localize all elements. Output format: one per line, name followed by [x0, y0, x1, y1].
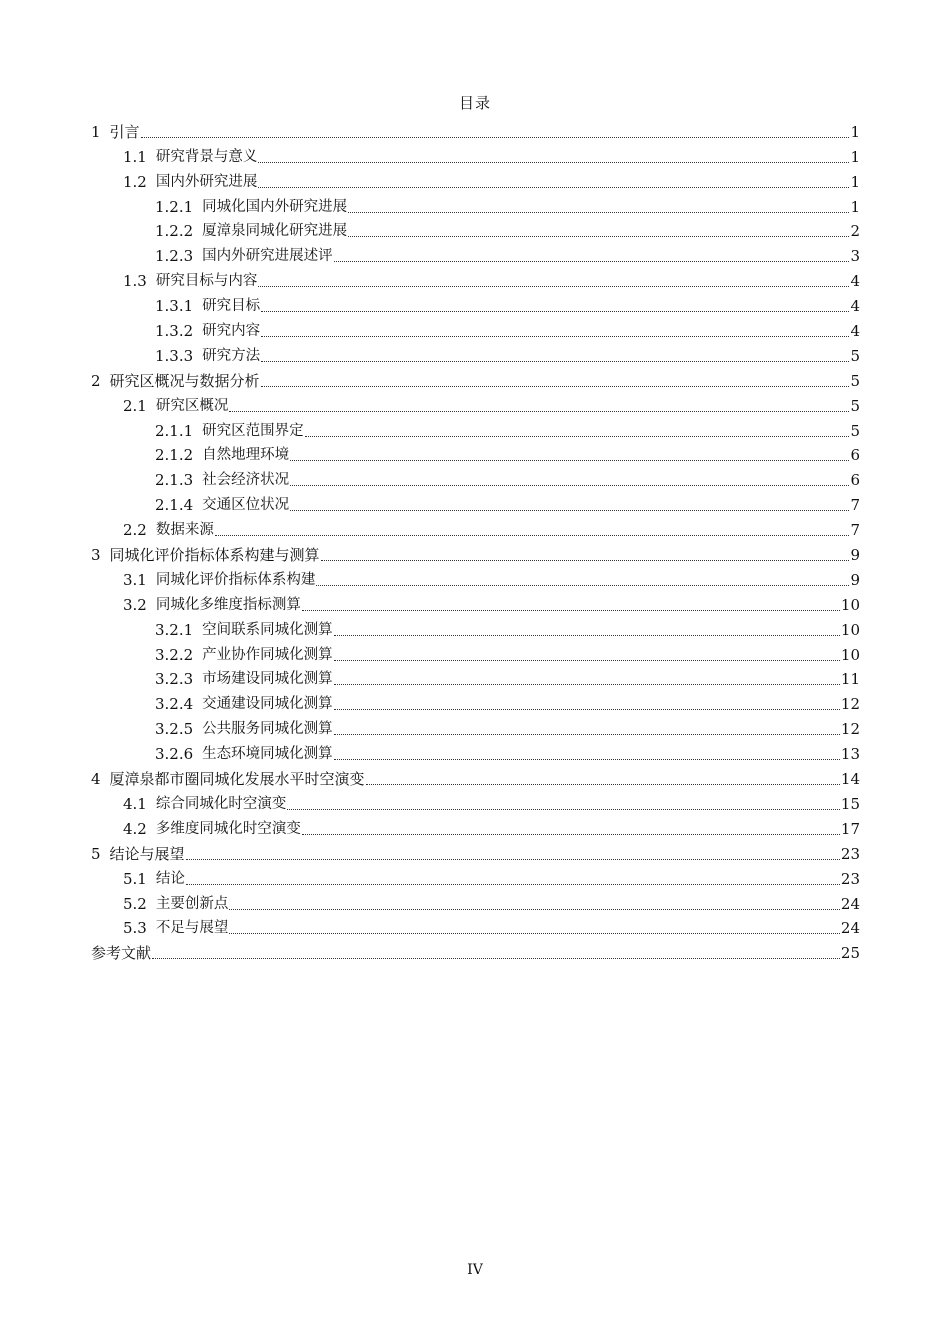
toc-dot-leader — [315, 570, 850, 590]
toc-entry[interactable] — [91, 565, 860, 590]
toc-entry-number: 2.1.4 — [155, 496, 194, 515]
toc-entry[interactable] — [91, 714, 860, 739]
toc-entry-page: 5 — [850, 371, 860, 390]
toc-entry-number: 3.2.5 — [155, 720, 194, 739]
toc-dot-leader — [333, 246, 851, 266]
toc-entry[interactable] — [91, 789, 860, 814]
toc-entry-label: 研究方法 — [202, 347, 261, 364]
toc-entry-label: 综合同城化时空演变 — [155, 795, 287, 812]
toc-entry-number: 5 — [91, 844, 101, 863]
toc-entry-label: 不足与展望 — [155, 920, 229, 937]
toc-entry-label: 社会经济状况 — [202, 472, 290, 489]
toc-dot-leader — [257, 147, 850, 167]
toc-entry-page: 2 — [850, 222, 860, 241]
toc-entry[interactable] — [91, 391, 860, 416]
toc-entry[interactable] — [91, 291, 860, 316]
toc-entry-number: 1 — [91, 122, 101, 141]
toc-entry[interactable] — [91, 465, 860, 490]
toc-entry-page: 25 — [840, 944, 860, 963]
toc-dot-leader — [301, 595, 841, 615]
toc-entry-number: 1.3.3 — [155, 346, 194, 365]
toc-dot-leader — [185, 844, 841, 864]
toc-entry-label: 研究目标与内容 — [155, 273, 258, 290]
toc-entry-number: 2.2 — [123, 521, 147, 540]
toc-entry-number: 1.3.1 — [155, 297, 194, 316]
toc-entry-page: 1 — [850, 147, 860, 166]
toc-entry-number: 3.1 — [123, 570, 147, 589]
toc-entry-number: 2 — [91, 371, 101, 390]
toc-dot-leader — [151, 943, 841, 963]
toc-entry-number: 3.2.4 — [155, 695, 194, 714]
toc-dot-leader — [365, 769, 841, 789]
toc-entry[interactable] — [91, 192, 860, 217]
toc-dot-leader — [333, 744, 841, 764]
toc-entry-page: 24 — [840, 894, 860, 913]
toc-dot-leader — [320, 545, 851, 565]
toc-dot-leader — [333, 694, 841, 714]
toc-entry-number: 2.1.1 — [155, 421, 194, 440]
toc-dot-leader — [347, 197, 850, 217]
toc-entry-page: 5 — [850, 421, 860, 440]
toc-entry-label: 参考文献 — [91, 944, 152, 963]
toc-dot-leader — [289, 445, 850, 465]
toc-entry-page: 4 — [850, 297, 860, 316]
toc-entry-label: 空间联系同城化测算 — [202, 621, 333, 638]
toc-entry[interactable] — [91, 689, 860, 714]
toc-entry-label: 数据来源 — [155, 522, 214, 539]
toc-entry[interactable] — [91, 665, 860, 690]
toc-dot-leader — [304, 421, 851, 441]
toc-entry[interactable] — [91, 764, 860, 789]
toc-entry-page: 7 — [850, 521, 860, 540]
toc-entry-page: 1 — [850, 122, 860, 141]
toc-entry-label: 研究区范围界定 — [202, 422, 304, 439]
toc-dot-leader — [140, 122, 851, 142]
toc-entry-number: 4.1 — [123, 794, 147, 813]
toc-entry[interactable] — [91, 341, 860, 366]
toc-entry-number: 1.2 — [123, 172, 147, 191]
toc-entry-label: 自然地理环境 — [202, 447, 290, 464]
toc-entry-number: 5.1 — [123, 869, 147, 888]
toc-entry-number: 4 — [91, 770, 101, 789]
toc-entry-label: 同城化评价指标体系构建与测算 — [109, 546, 320, 565]
toc-entry[interactable] — [91, 839, 860, 864]
toc-entry-label: 同城化国内外研究进展 — [202, 198, 348, 215]
toc-entry-page: 12 — [840, 720, 860, 739]
toc-entry-number: 1.2.3 — [155, 247, 194, 266]
toc-entry-page: 12 — [840, 695, 860, 714]
toc-entry-page: 6 — [850, 471, 860, 490]
toc-entry[interactable] — [91, 739, 860, 764]
toc-entry[interactable] — [91, 316, 860, 341]
toc-entry-label: 多维度同城化时空演变 — [155, 820, 301, 837]
toc-entry[interactable] — [91, 590, 860, 615]
toc-entry[interactable] — [91, 615, 860, 640]
toc-entry-label: 厦漳泉同城化研究进展 — [202, 223, 348, 240]
toc-entry-number: 1.3.2 — [155, 322, 194, 341]
toc-entry[interactable] — [91, 167, 860, 192]
toc-entry[interactable] — [91, 241, 860, 266]
toc-entry-page: 9 — [850, 570, 860, 589]
toc-dot-leader — [286, 794, 841, 814]
toc-dot-leader — [289, 470, 850, 490]
toc-entry-page: 4 — [850, 272, 860, 291]
toc-entry[interactable] — [91, 266, 860, 291]
toc-entry-number: 1.3 — [123, 272, 147, 291]
toc-entry-page: 23 — [840, 869, 860, 888]
toc-entry-page: 11 — [840, 670, 860, 689]
page-number: IV — [467, 1262, 483, 1278]
toc-entry-label: 市场建设同城化测算 — [202, 671, 333, 688]
toc-dot-leader — [333, 645, 841, 665]
toc-entry-page: 13 — [840, 745, 860, 764]
toc-entry-label: 主要创新点 — [155, 895, 229, 912]
toc-dot-leader — [260, 296, 850, 316]
toc-entry-page: 23 — [840, 844, 860, 863]
toc-dot-leader — [228, 918, 841, 938]
toc-dot-leader — [333, 620, 841, 640]
toc-entry-label: 研究内容 — [202, 323, 261, 340]
toc-dot-leader — [301, 819, 841, 839]
toc-entry-number: 2.1 — [123, 396, 147, 415]
toc-dot-leader — [347, 221, 850, 241]
toc-dot-leader — [228, 396, 850, 416]
toc-entry-label: 产业协作同城化测算 — [202, 646, 333, 663]
toc-dot-leader — [333, 719, 841, 739]
toc-entry[interactable] — [91, 864, 860, 889]
toc-entry-label: 国内外研究进展述评 — [202, 248, 333, 265]
toc-entry-label: 同城化多维度指标测算 — [155, 596, 301, 613]
toc-entry-page: 14 — [840, 770, 860, 789]
toc-dot-leader — [333, 669, 841, 689]
toc-entry-label: 研究目标 — [202, 298, 261, 315]
toc-entry-label: 公共服务同城化测算 — [202, 721, 333, 738]
toc-entry-label: 引言 — [109, 122, 140, 141]
toc-entry-page: 9 — [850, 546, 860, 565]
toc-dot-leader — [260, 371, 851, 391]
toc-entry-page: 1 — [850, 172, 860, 191]
toc-entry-page: 10 — [840, 645, 860, 664]
toc-dot-leader — [185, 869, 841, 889]
toc-entry-page: 5 — [850, 346, 860, 365]
toc-entry-number: 3.2.3 — [155, 670, 194, 689]
table-of-contents — [91, 117, 860, 963]
toc-entry[interactable] — [91, 515, 860, 540]
toc-entry[interactable] — [91, 366, 860, 391]
toc-entry-number: 5.3 — [123, 919, 147, 938]
toc-entry-number: 3.2.6 — [155, 745, 194, 764]
toc-dot-leader — [228, 894, 841, 914]
toc-entry-number: 1.1 — [123, 147, 147, 166]
toc-entry-page: 3 — [850, 247, 860, 266]
toc-entry[interactable] — [91, 938, 860, 963]
toc-entry-label: 研究区概况 — [155, 397, 229, 414]
toc-entry-page: 6 — [850, 446, 860, 465]
toc-entry[interactable] — [91, 640, 860, 665]
toc-entry-label: 国内外研究进展 — [155, 173, 258, 190]
toc-entry-label: 结论 — [155, 870, 185, 887]
toc-entry-page: 10 — [840, 620, 860, 639]
toc-entry-label: 同城化评价指标体系构建 — [155, 571, 316, 588]
toc-entry-number: 1.2.2 — [155, 222, 194, 241]
toc-entry-number: 3.2 — [123, 595, 147, 614]
toc-entry[interactable] — [91, 441, 860, 466]
toc-entry-page: 4 — [850, 322, 860, 341]
toc-dot-leader — [214, 520, 851, 540]
toc-entry[interactable] — [91, 142, 860, 167]
toc-entry-number: 3.2.2 — [155, 645, 194, 664]
toc-entry-label: 结论与展望 — [109, 844, 185, 863]
toc-entry-label: 厦漳泉都市圈同城化发展水平时空演变 — [109, 770, 365, 789]
toc-entry[interactable] — [91, 117, 860, 142]
toc-entry-number: 1.2.1 — [155, 197, 194, 216]
toc-entry[interactable] — [91, 814, 860, 839]
toc-entry-page: 24 — [840, 919, 860, 938]
toc-entry-label: 生态环境同城化测算 — [202, 746, 333, 763]
toc-entry[interactable] — [91, 889, 860, 914]
toc-entry-page: 15 — [840, 794, 860, 813]
toc-entry-number: 3 — [91, 546, 101, 565]
toc-entry-page: 5 — [850, 396, 860, 415]
toc-entry[interactable] — [91, 540, 860, 565]
toc-dot-leader — [260, 321, 850, 341]
toc-entry[interactable] — [91, 217, 860, 242]
toc-entry[interactable] — [91, 416, 860, 441]
toc-entry-page: 1 — [850, 197, 860, 216]
toc-dot-leader — [257, 172, 850, 192]
toc-entry-number: 2.1.2 — [155, 446, 194, 465]
toc-entry-label: 研究区概况与数据分析 — [109, 371, 260, 390]
toc-entry-number: 4.2 — [123, 819, 147, 838]
toc-dot-leader — [289, 495, 850, 515]
toc-entry-number: 5.2 — [123, 894, 147, 913]
toc-entry[interactable] — [91, 914, 860, 939]
toc-entry-label: 研究背景与意义 — [155, 148, 258, 165]
toc-dot-leader — [257, 271, 850, 291]
toc-dot-leader — [260, 346, 850, 366]
toc-entry-label: 交通区位状况 — [202, 497, 290, 514]
toc-entry-number: 3.2.1 — [155, 620, 194, 639]
toc-entry-label: 交通建设同城化测算 — [202, 696, 333, 713]
toc-entry-page: 17 — [840, 819, 860, 838]
toc-entry-number: 2.1.3 — [155, 471, 194, 490]
toc-title: 目录 — [458, 94, 491, 112]
toc-entry[interactable] — [91, 490, 860, 515]
toc-entry-page: 10 — [840, 595, 860, 614]
toc-entry-page: 7 — [850, 496, 860, 515]
